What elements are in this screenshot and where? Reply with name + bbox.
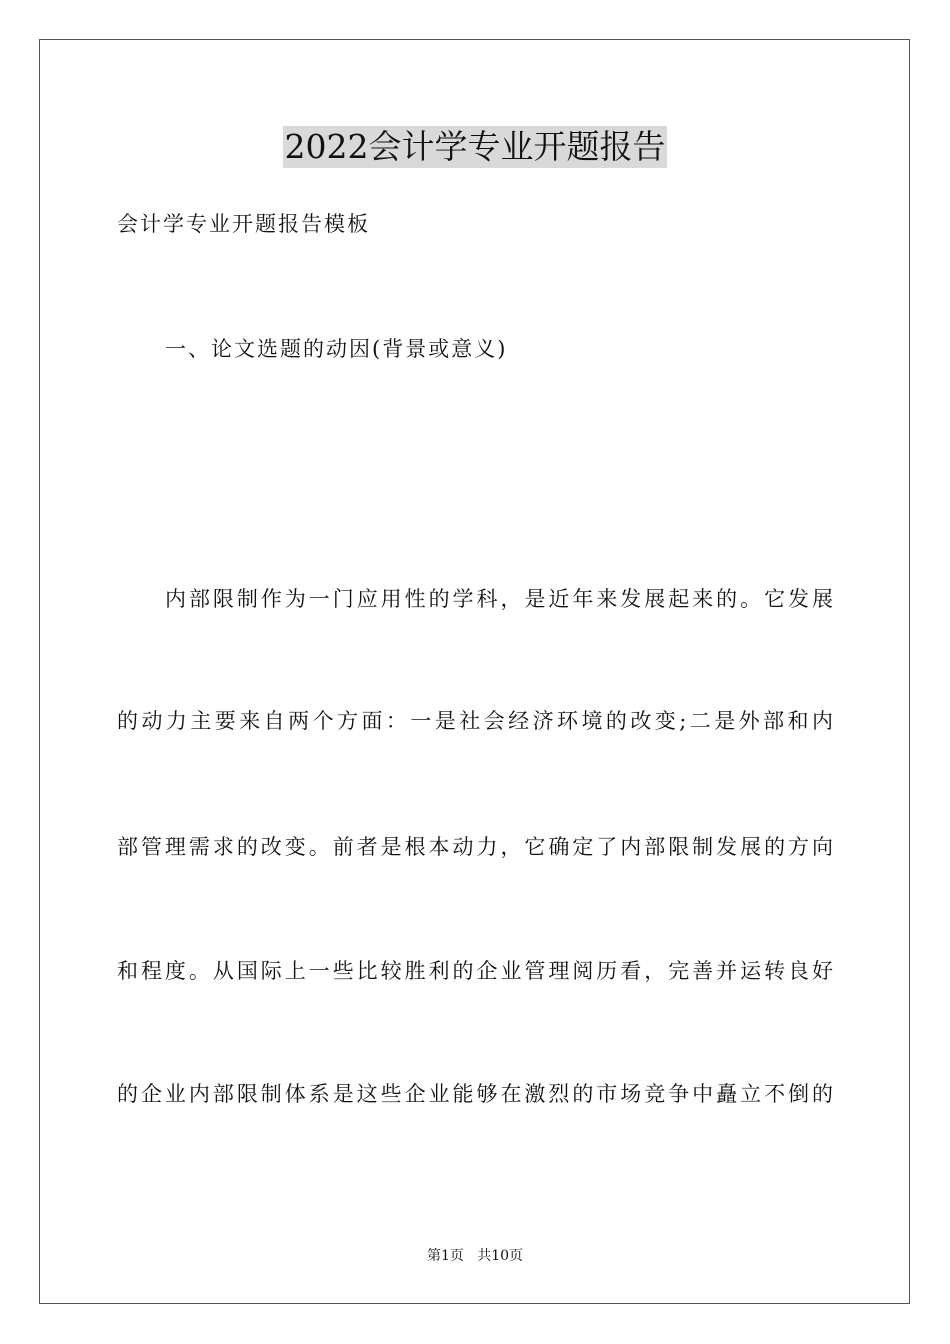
paragraph-line: 和程度。从国际上一些比较胜利的企业管理阅历看，完善并运转良好 [117, 959, 833, 983]
paragraph-line: 内部限制作为一门应用性的学科，是近年来发展起来的。它发展 [165, 587, 833, 611]
document-title: 2022会计学专业开题报告 [284, 127, 666, 166]
section-heading: 一、论文选题的动因(背景或意义) [165, 337, 508, 361]
paragraph-line: 部管理需求的改变。前者是根本动力，它确定了内部限制发展的方向 [117, 835, 833, 859]
title-container [0, 126, 950, 168]
document-subtitle: 会计学专业开题报告模板 [117, 212, 370, 236]
page-footer: 第1页 共10页 [426, 1248, 524, 1264]
paragraph-line: 的动力主要来自两个方面：一是社会经济环境的改变;二是外部和内 [117, 709, 833, 733]
paragraph-line: 的企业内部限制体系是这些企业能够在激烈的市场竞争中矗立不倒的 [117, 1082, 833, 1106]
